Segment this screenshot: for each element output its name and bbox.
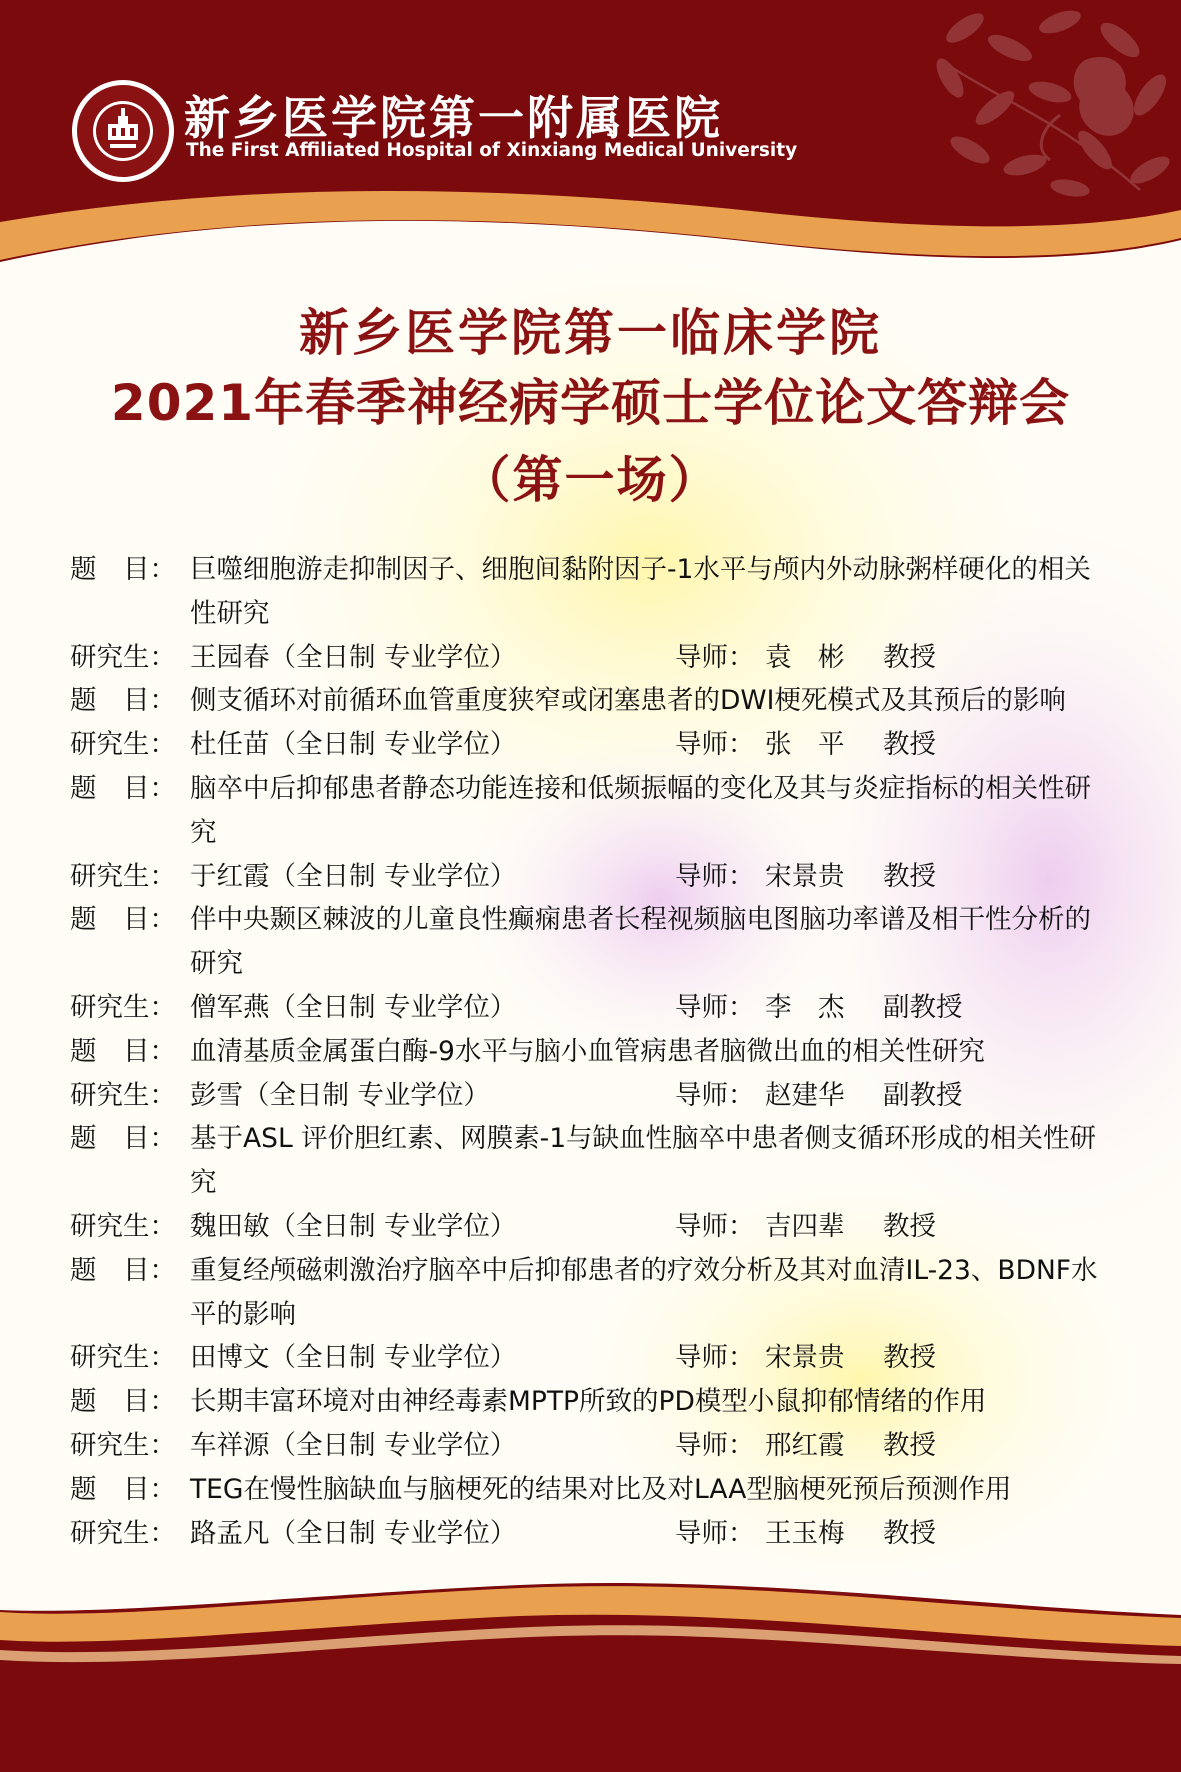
hospital-name-chinese: 新乡医学院第一附属医院 [184, 91, 723, 145]
advisor-title: 教授 [883, 1210, 936, 1242]
student-name: 车祥源（全日制 专业学位） [190, 1429, 517, 1461]
entry-topic-row [70, 767, 1110, 855]
title-line-1: 新乡医学院第一临床学院 [299, 304, 882, 362]
defense-entry [70, 548, 1110, 679]
student-name: 彭雪（全日制 专业学位） [190, 1079, 490, 1111]
topic-label: 题 目： [70, 1035, 176, 1067]
entry-topic-row [70, 1380, 1110, 1424]
topic-label: 题 目： [70, 554, 176, 585]
entry-student-row [70, 986, 1110, 1030]
advisor-name: 王玉梅 [765, 1517, 845, 1549]
student-name: 于红霞（全日制 专业学位） [190, 860, 517, 892]
student-label: 研究生： [70, 860, 176, 892]
defense-entry [70, 1249, 1110, 1380]
advisor-label: 导师： [675, 1517, 755, 1549]
leaf-decoration [931, 6, 1173, 199]
topic-text: 伴中央颞区棘波的儿童良性癫痫患者长程视频脑电图脑功率谱及相干性分析的研究 [190, 904, 1091, 980]
topic-label: 题 目： [70, 1123, 176, 1155]
entry-topic-row [70, 1249, 1110, 1337]
advisor-label: 导师： [675, 1079, 755, 1111]
student-name: 路孟凡（全日制 专业学位） [190, 1517, 517, 1549]
entry-student-row [70, 1336, 1110, 1380]
hospital-name-english: The First Affiliated Hospital of Xinxiang Medical University [186, 140, 798, 161]
entry-topic-row [70, 679, 1110, 723]
topic-label: 题 目： [70, 1254, 176, 1286]
advisor-label: 导师： [675, 641, 755, 673]
advisor-title: 教授 [883, 729, 936, 761]
advisor-title: 教授 [883, 1342, 936, 1374]
defense-entry [70, 898, 1110, 1029]
entry-student-row [70, 723, 1110, 767]
advisor-name: 宋景贵 [765, 1342, 845, 1374]
advisor-name: 袁 彬 [765, 641, 845, 673]
advisor-name: 赵建华 [765, 1079, 845, 1111]
title-block [0, 300, 1181, 520]
student-label: 研究生： [70, 729, 176, 761]
topic-text: 重复经颅磁刺激治疗脑卒中后抑郁患者的疗效分析及其对血清IL-23、BDNF水平的影响 [190, 1254, 1098, 1330]
defense-entry [70, 1030, 1110, 1118]
defense-schedule [70, 548, 1110, 1555]
student-name: 僧军燕（全日制 专业学位） [190, 991, 517, 1023]
entry-topic-row [70, 1468, 1110, 1512]
advisor-title: 教授 [883, 1429, 936, 1461]
entry-student-row [70, 855, 1110, 899]
student-name: 杜任苗（全日制 专业学位） [190, 729, 517, 761]
student-name: 王园春（全日制 专业学位） [190, 641, 517, 673]
topic-label: 题 目： [70, 1473, 176, 1505]
advisor-name: 宋景贵 [765, 860, 845, 892]
topic-text: 侧支循环对前循环血管重度狭窄或闭塞患者的DWI梗死模式及其预后的影响 [190, 685, 1066, 717]
student-label: 研究生： [70, 1517, 176, 1549]
advisor-label: 导师： [675, 1210, 755, 1242]
defense-entry [70, 767, 1110, 898]
topic-label: 题 目： [70, 772, 176, 804]
defense-entry [70, 1468, 1110, 1556]
student-label: 研究生： [70, 1079, 176, 1111]
title-line-2: 2021年春季神经病学硕士学位论文答辩会 [110, 374, 1071, 432]
topic-text: 长期丰富环境对由神经毒素MPTP所致的PD模型小鼠抑郁情绪的作用 [190, 1386, 987, 1418]
advisor-name: 邢红霞 [765, 1429, 845, 1461]
student-label: 研究生： [70, 1342, 176, 1374]
entry-topic-row [70, 1030, 1110, 1074]
student-label: 研究生： [70, 641, 176, 673]
advisor-name: 吉四辈 [765, 1210, 845, 1242]
entry-topic-row [70, 898, 1110, 986]
entry-student-row [70, 1205, 1110, 1249]
defense-entry [70, 1117, 1110, 1248]
entry-topic-row [70, 548, 1110, 636]
advisor-label: 导师： [675, 860, 755, 892]
topic-text: 巨噬细胞游走抑制因子、细胞间黏附因子-1水平与颅内外动脉粥样硬化的相关性研究 [190, 554, 1091, 629]
student-label: 研究生： [70, 1210, 176, 1242]
advisor-name: 李 杰 [765, 991, 845, 1023]
advisor-label: 导师： [675, 729, 755, 761]
student-label: 研究生： [70, 1429, 176, 1461]
advisor-title: 副教授 [883, 991, 963, 1023]
title-line-3: （第一场） [460, 451, 721, 509]
advisor-label: 导师： [675, 1342, 755, 1374]
student-name: 魏田敏（全日制 专业学位） [190, 1210, 517, 1242]
advisor-title: 教授 [883, 641, 936, 673]
topic-label: 题 目： [70, 1386, 176, 1418]
advisor-name: 张 平 [765, 729, 845, 761]
advisor-label: 导师： [675, 991, 755, 1023]
topic-label: 题 目： [70, 685, 176, 717]
entry-student-row [70, 1424, 1110, 1468]
topic-text: 脑卒中后抑郁患者静态功能连接和低频振幅的变化及其与炎症指标的相关性研究 [190, 772, 1091, 848]
advisor-title: 副教授 [883, 1079, 963, 1111]
advisor-title: 教授 [883, 860, 936, 892]
student-name: 田博文（全日制 专业学位） [190, 1342, 517, 1374]
hospital-logo [70, 78, 176, 184]
topic-text: TEG在慢性脑缺血与脑梗死的结果对比及对LAA型脑梗死预后预测作用 [190, 1473, 1012, 1505]
entry-student-row [70, 1512, 1110, 1556]
entry-student-row [70, 636, 1110, 680]
advisor-label: 导师： [675, 1429, 755, 1461]
student-label: 研究生： [70, 991, 176, 1023]
advisor-title: 教授 [883, 1517, 936, 1549]
topic-label: 题 目： [70, 904, 176, 936]
defense-entry [70, 679, 1110, 767]
defense-entry [70, 1380, 1110, 1468]
entry-student-row [70, 1074, 1110, 1118]
entry-topic-row [70, 1117, 1110, 1205]
topic-text: 基于ASL 评价胆红素、网膜素-1与缺血性脑卒中患者侧支循环形成的相关性研究 [190, 1123, 1097, 1199]
topic-text: 血清基质金属蛋白酶-9水平与脑小血管病患者脑微出血的相关性研究 [190, 1035, 985, 1067]
